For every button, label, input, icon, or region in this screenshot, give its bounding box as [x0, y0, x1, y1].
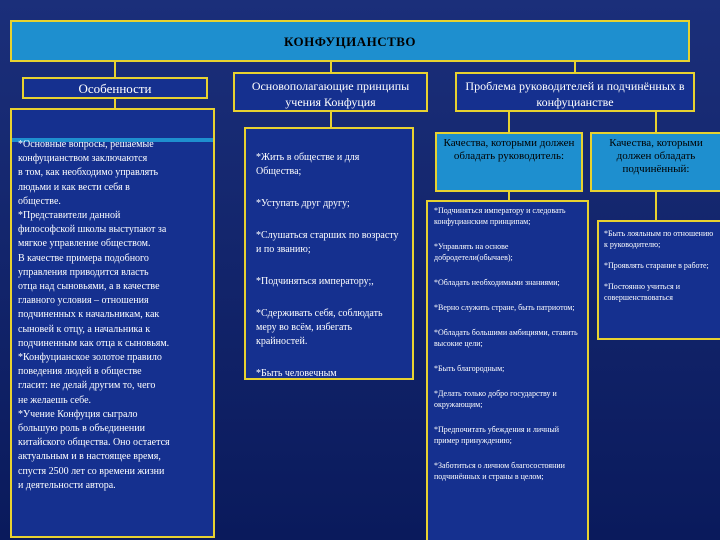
principle-item: *Быть человечным — [256, 368, 337, 379]
subordinate-quality-item: *Проявлять старание в работе; — [604, 261, 709, 270]
leader-quality-item: *Делать только добро государству и окружающим; — [434, 389, 557, 409]
leader-quality-item: *Обладать большими амбициями, ставить высокие цели; — [434, 328, 578, 348]
principle-item: *Сдерживать себя, соблюдать меру во всём, избегать крайностей. — [256, 308, 383, 347]
leader-quality-item: *Верно служить стране, быть патриотом; — [434, 303, 575, 312]
connector-line — [655, 112, 657, 132]
principles-panel — [244, 127, 414, 380]
principle-item: *Слушаться старших по возрасту и по званию; — [256, 230, 399, 255]
connector-line — [508, 112, 510, 132]
principle-item: *Подчиняться императору;, — [256, 276, 374, 287]
leader-qualities-panel — [426, 200, 589, 540]
leader-quality-item: *Управлять на основе добродетели(обычаев); — [434, 242, 513, 262]
principle-item: *Уступать друг другу; — [256, 198, 350, 209]
leader-quality-item: *Предпочитать убеждения и личный пример принуждению; — [434, 425, 560, 445]
leader-qualities-header: Качества, которыми должен обладать руководитель: — [435, 132, 583, 192]
principles-header: Основополагающие принципы учения Конфуция — [233, 72, 428, 112]
connector-line — [508, 192, 510, 200]
connector-line — [655, 192, 657, 220]
subordinate-qualities-panel — [597, 220, 720, 340]
features-header: Особенности — [22, 77, 208, 99]
leader-quality-item: *Обладать необходимыми знаниями; — [434, 278, 560, 287]
subordinate-qualities-header: Качества, которыми должен обладать подчинённый: — [590, 132, 720, 192]
features-panel — [10, 108, 215, 538]
title-banner — [10, 20, 690, 62]
principle-item: *Жить в обществе и для Общества; — [256, 152, 360, 177]
leader-quality-item: *Быть благородным; — [434, 364, 505, 373]
leader-quality-item: *Подчиняться императору и следовать конфуцианским принципам; — [434, 206, 566, 226]
connector-line — [330, 112, 332, 127]
leader-quality-item: *Заботиться о личном благосостоянии подчинённых и страны в целом; — [434, 461, 565, 481]
features-text: *Основные вопросы, решаемые конфуцианством заключаются в том, как необходимо управлять людьми и как вести себя в обществе. *Представители данной философской школы выступают за мягкое управление обществом. В качестве примера подобного управления приводится власть отца над сыновьями, а в качестве главного условия – отношения подчиненных к начальникам, как сыновей к отцу, а начальника к подчиненным как отца к сыновьям. *Конфуцианское золотое правило поведения людей в обществе гласит: не делай другим то, чего не желаешь себе. *Учение Конфуция сыграло большую роль в объединении китайского общества. Оно остается актуальным и в настоящее время, спустя 2500 лет со времени жизни и деятельности автора. — [18, 139, 170, 491]
problem-header: Проблема руководителей и подчинённых в конфуцианстве — [455, 72, 695, 112]
connector-line — [330, 62, 332, 72]
connector-line — [574, 62, 576, 72]
subordinate-quality-item: *Быть лояльным по отношению к руководителю; — [604, 229, 714, 249]
page-title: КОНФУЦИАНСТВО — [283, 34, 417, 49]
connector-line — [114, 62, 116, 77]
subordinate-quality-item: *Постоянно учиться и совершенствоваться — [604, 282, 680, 302]
connector-line — [114, 99, 116, 108]
